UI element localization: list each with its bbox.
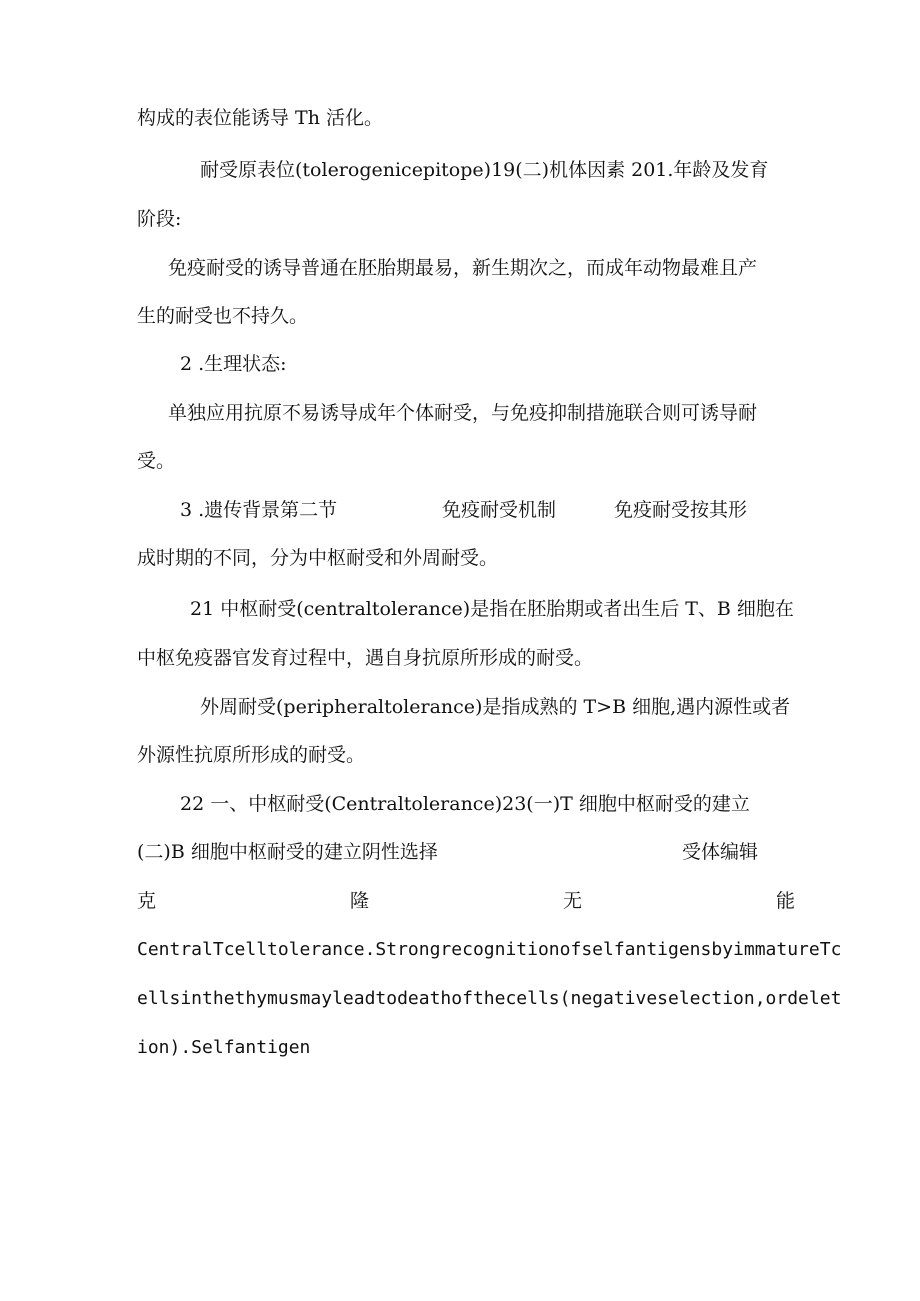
justified-char: 无 — [562, 890, 582, 912]
paragraph-line: 外周耐受(peripheraltolerance)是指成熟的 T>B 细胞,遇内源性或者 — [200, 696, 791, 718]
paragraph-line: 受。 — [137, 450, 176, 472]
paragraph-line: 构成的表位能诱导 Th 活化。 — [137, 107, 383, 129]
paragraph-line: 3 .遗传背景第二节 — [180, 499, 338, 521]
paragraph-line: 22 一、中枢耐受(Centraltolerance)23(一)T 细胞中枢耐受的建立 — [180, 793, 750, 815]
paragraph-line: 受体编辑 — [682, 841, 759, 863]
justified-char: 能 — [775, 890, 795, 912]
justified-char: 克 — [137, 890, 157, 912]
section-heading: 免疫耐受机制 — [442, 499, 557, 521]
paragraph-line: 中枢免疫器官发育过程中，遇自身抗原所形成的耐受。 — [137, 647, 594, 669]
paragraph-line: 耐受原表位(tolerogenicepitope)19(二)机体因素 201.年龄及发育 — [200, 159, 769, 181]
paragraph-line: 免疫耐受的诱导普通在胚胎期最易，新生期次之，而成年动物最难且产 — [168, 257, 758, 279]
justified-char: 隆 — [349, 890, 369, 912]
paragraph-line: 成时期的不同，分为中枢耐受和外周耐受。 — [137, 547, 499, 569]
justified-line — [137, 889, 795, 913]
paragraph-line: 单独应用抗原不易诱导成年个体耐受，与免疫抑制措施联合则可诱导耐 — [168, 402, 758, 424]
english-line: ion).Selfantigen — [137, 1037, 311, 1058]
english-line: CentralTcelltolerance.StrongrecognitionofselfantigensbyimmatureTc — [137, 939, 842, 960]
english-line: ellsinthethymusmayleadtodeathofthecells(negativeselection,ordelet — [137, 988, 842, 1009]
paragraph-line: 外源性抗原所形成的耐受。 — [137, 744, 366, 766]
paragraph-line: (二)B 细胞中枢耐受的建立阴性选择 — [137, 841, 438, 863]
paragraph-line: 阶段: — [137, 208, 182, 230]
paragraph-line: 生的耐受也不持久。 — [137, 305, 309, 327]
paragraph-line: 免疫耐受按其形 — [614, 499, 748, 521]
paragraph-line: 2 .生理状态: — [180, 353, 287, 375]
paragraph-line: 21 中枢耐受(centraltolerance)是指在胚胎期或者出生后 T、B 细胞在 — [190, 598, 794, 620]
